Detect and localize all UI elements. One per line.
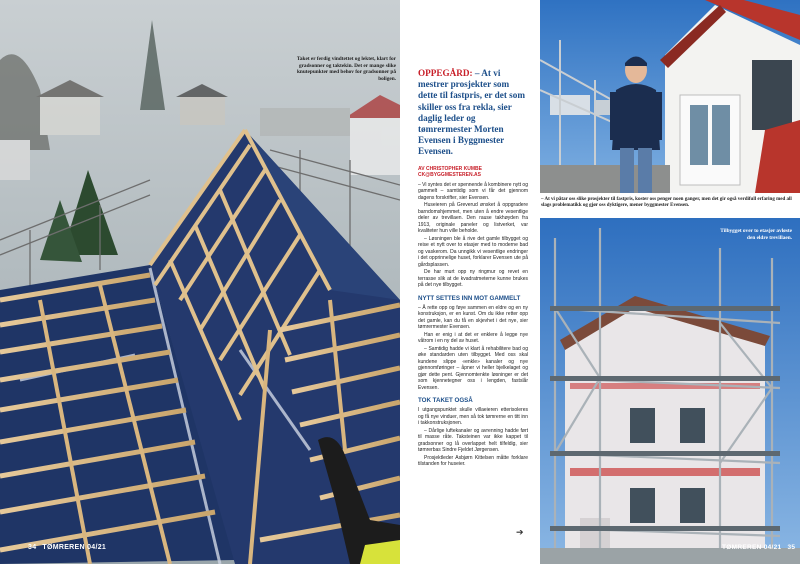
roof-photo-caption: Taket er ferdig vindtettet og lektet, klart for gradsonner og taktekin. Det er mange slike knutepunkter med behov for gradsonner på boligen. <box>296 56 396 82</box>
paragraph: – Samtidig hadde vi klart å rehabilitere bad og øke standarden uten tilbygget. Med oss skal kundene slippe «enkle» kanaler og nye gjennomføringer – åpner vi heller bjelkelaget og gjør dette pent. Gjennomtenkte løsninger er det som kjennetegner oss i lengden, fastslår Evensen. <box>418 345 528 391</box>
paragraph: – Å rette opp og føye sammen en eldre og en ny konstruksjon, er en kunst. Om du ikke retter opp det gamle, kan du få en skjevhet i det nye, sier tømrermester Evensen. <box>418 304 528 331</box>
extension-caption: Tilbygget over to etasjer avløste den eldre trevillaen. <box>720 228 792 241</box>
extension-photo <box>540 218 800 564</box>
subheading: NYTT SETTES INN MOT GAMMELT <box>418 294 521 302</box>
body-section-1 <box>418 182 528 289</box>
byline-email: CK@BYGGMESTEREN.AS <box>418 171 481 178</box>
paragraph: De har murt opp ny ringmur og revet en terrasse slik at de kvadratmeterne kunne brukes på det nye tilbygget. <box>418 269 528 289</box>
builder-portrait-caption: – At vi påtar oss slike prosjekter til fastpris, koster oss penger noen ganger, men det gir også verdifull erfaring med all slags problematikk og gjør oss dyktigere, mener byggmester Evensen. <box>541 197 792 209</box>
paragraph: – Dårlige luftekanaler og avrenning hadde ført til masse råte. Taksteinen var ikke kappet til gradsonner og lå overlappet helt tilfeldig, sier tømrerbas Sindre Fjeldet Jørgensen. <box>418 427 528 454</box>
builder-portrait-illustration <box>540 0 800 193</box>
extension-illustration <box>540 218 800 564</box>
paragraph: I utgangspunktet skulle villaeieren etterisoleres og få nye vinduer, men så tok tømrerne en titt inn i takkonstruksjonen. <box>418 407 528 427</box>
left-page-number: 34 <box>28 544 37 551</box>
left-magazine-issue: TØMREREN 04/21 <box>42 544 107 551</box>
builder-portrait-photo <box>540 0 800 193</box>
byline <box>418 166 528 178</box>
paragraph: – Vi syntes det er spennende å kombinere nytt og gammelt – samtidig som vi får det gjennom dagens forskrifter, sier Evensen. <box>418 181 528 201</box>
byline-author: AV CHRISTOPHER KUMBE <box>418 165 482 172</box>
article-lead <box>418 68 528 158</box>
paragraph: Prosjektleder Asbjørn Kittelsen måtte forklare tilstanden for huseier. <box>418 454 528 468</box>
paragraph: Han er enig i at det er enklere å legge nye våtrom i en ny del av huset. <box>418 331 528 345</box>
lead-kicker: OPPEGÅRD: <box>418 68 473 78</box>
paragraph: Huseieren på Greverud ønsket å oppgradere barndomshjemmet, men uten å endre vesentlige deler av trevillaen. Den rause takhøyden fra 1913, originale paneler og listverket, var kvaliteter hun ville beholde. <box>418 202 528 235</box>
body-section-3 <box>418 407 528 468</box>
paragraph: – Løsningen ble å rive det gamle tilbygget og reise et nytt over to etasjer med to moderne bad og vaskerom. Da unngikk vi vesentlige endringer i det opprinnelige huset, forklarer Evensen ute på gårdsplassen. <box>418 235 528 268</box>
continue-arrow-icon: ➔ <box>516 527 524 537</box>
right-magazine-issue: TØMREREN 04/21 <box>722 544 782 551</box>
body-section-2 <box>418 305 528 392</box>
left-folio <box>28 544 106 551</box>
subheading: TOK TAKET OGSÅ <box>418 397 473 405</box>
right-page-number: 35 <box>787 544 796 551</box>
right-folio <box>722 544 795 551</box>
lead-text: – At vi mestrer prosjekter som dette til fastpris, er det som skiller oss fra rekla, sier daglig leder og tømrermester Morten Evensen i Byggmester Evensen. <box>418 68 525 157</box>
article-column <box>400 0 540 564</box>
